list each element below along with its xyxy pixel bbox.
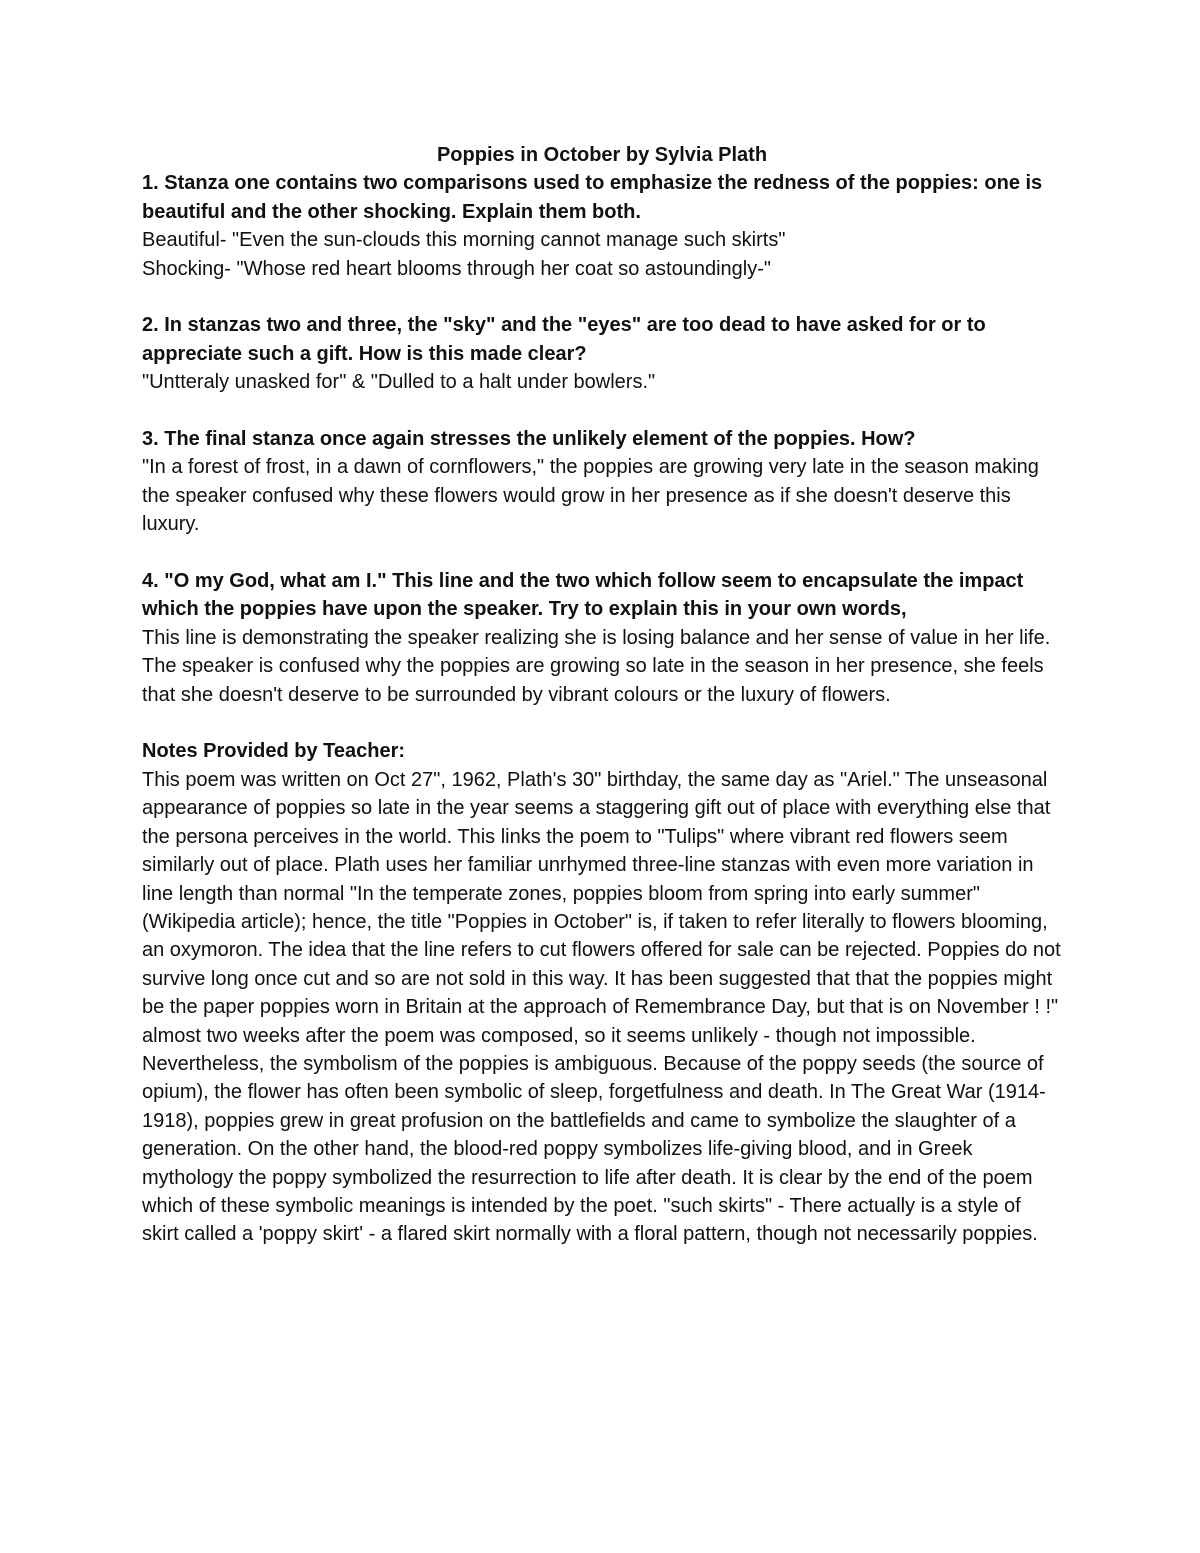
question-4: 4. "O my God, what am I." This line and the two which follow seem to encapsulate the impact which the poppies have upon the speaker. Try to explain this in your own words, bbox=[142, 570, 1024, 621]
question-2: 2. In stanzas two and three, the "sky" and the "eyes" are too dead to have asked for or to appreciate such a gift. How is this made clear? bbox=[142, 314, 986, 365]
question-3: 3. The final stanza once again stresses the unlikely element of the poppies. How? bbox=[142, 428, 916, 451]
document-body bbox=[142, 141, 1062, 1249]
paragraph-spacer bbox=[142, 539, 1062, 567]
answer-1-beautiful: Beautiful- "Even the sun-clouds this morning cannot manage such skirts" bbox=[142, 229, 786, 252]
paragraph-spacer bbox=[142, 397, 1062, 425]
notes-body: This poem was written on Oct 27", 1962, Plath's 30" birthday, the same day as "Ariel." The unseasonal appearance of poppies so late in the year seems a staggering gift out of place with everything else that the persona perceives in the world. This links the poem to "Tulips" where vibrant red flowers seem similarly out of place. Plath uses her familiar unrhymed three-line stanzas with even more variation in line length than normal "In the temperate zones, poppies bloom from spring into early summer" (Wikipedia article); hence, the title "Poppies in October" is, if taken to refer literally to flowers blooming, an oxymoron. The idea that the line refers to cut flowers offered for sale can be rejected. Poppies do not survive long once cut and so are not sold in this way. It has been suggested that that the poppies might be the paper poppies worn in Britain at the approach of Remembrance Day, but that is on November ! !" almost two weeks after the poem was composed, so it seems unlikely - though not impossible. Nevertheless, the symbolism of the poppies is ambiguous. Because of the poppy seeds (the source of opium), the flower has often been symbolic of sleep, forgetfulness and death. In The Great War (1914-1918), poppies grew in great profusion on the battlefields and came to symbolize the slaughter of a generation. On the other hand, the blood-red poppy symbolizes life-giving blood, and in Greek mythology the poppy symbolized the resurrection to life after death. It is clear by the end of the poem which of these symbolic meanings is intended by the poet. "such skirts" - There actually is a style of skirt called a 'poppy skirt' - a flared skirt normally with a floral pattern, though not necessarily poppies. bbox=[142, 768, 1061, 1246]
paragraph-spacer bbox=[142, 709, 1062, 737]
answer-3: "In a forest of frost, in a dawn of cornflowers," the poppies are growing very late in the season making the speaker confused why these flowers would grow in her presence as if she doesn't deserve this luxury. bbox=[142, 456, 1039, 536]
paragraph-spacer bbox=[142, 283, 1062, 311]
notes-heading: Notes Provided by Teacher: bbox=[142, 740, 406, 763]
document-title: Poppies in October by Sylvia Plath bbox=[436, 144, 768, 166]
answer-4: This line is demonstrating the speaker realizing she is losing balance and her sense of value in her life. The speaker is confused why the poppies are growing so late in the season in her presence, she feels that she doesn't deserve to be surrounded by vibrant colours or the luxury of flowers. bbox=[142, 626, 1051, 706]
answer-1-shocking: Shocking- "Whose red heart blooms through her coat so astoundingly-" bbox=[142, 257, 771, 280]
question-1: 1. Stanza one contains two comparisons used to emphasize the redness of the poppies: one is beautiful and the other shocking. Explain them both. bbox=[142, 172, 1043, 223]
answer-2: "Untteraly unasked for" & "Dulled to a halt under bowlers." bbox=[142, 371, 656, 394]
